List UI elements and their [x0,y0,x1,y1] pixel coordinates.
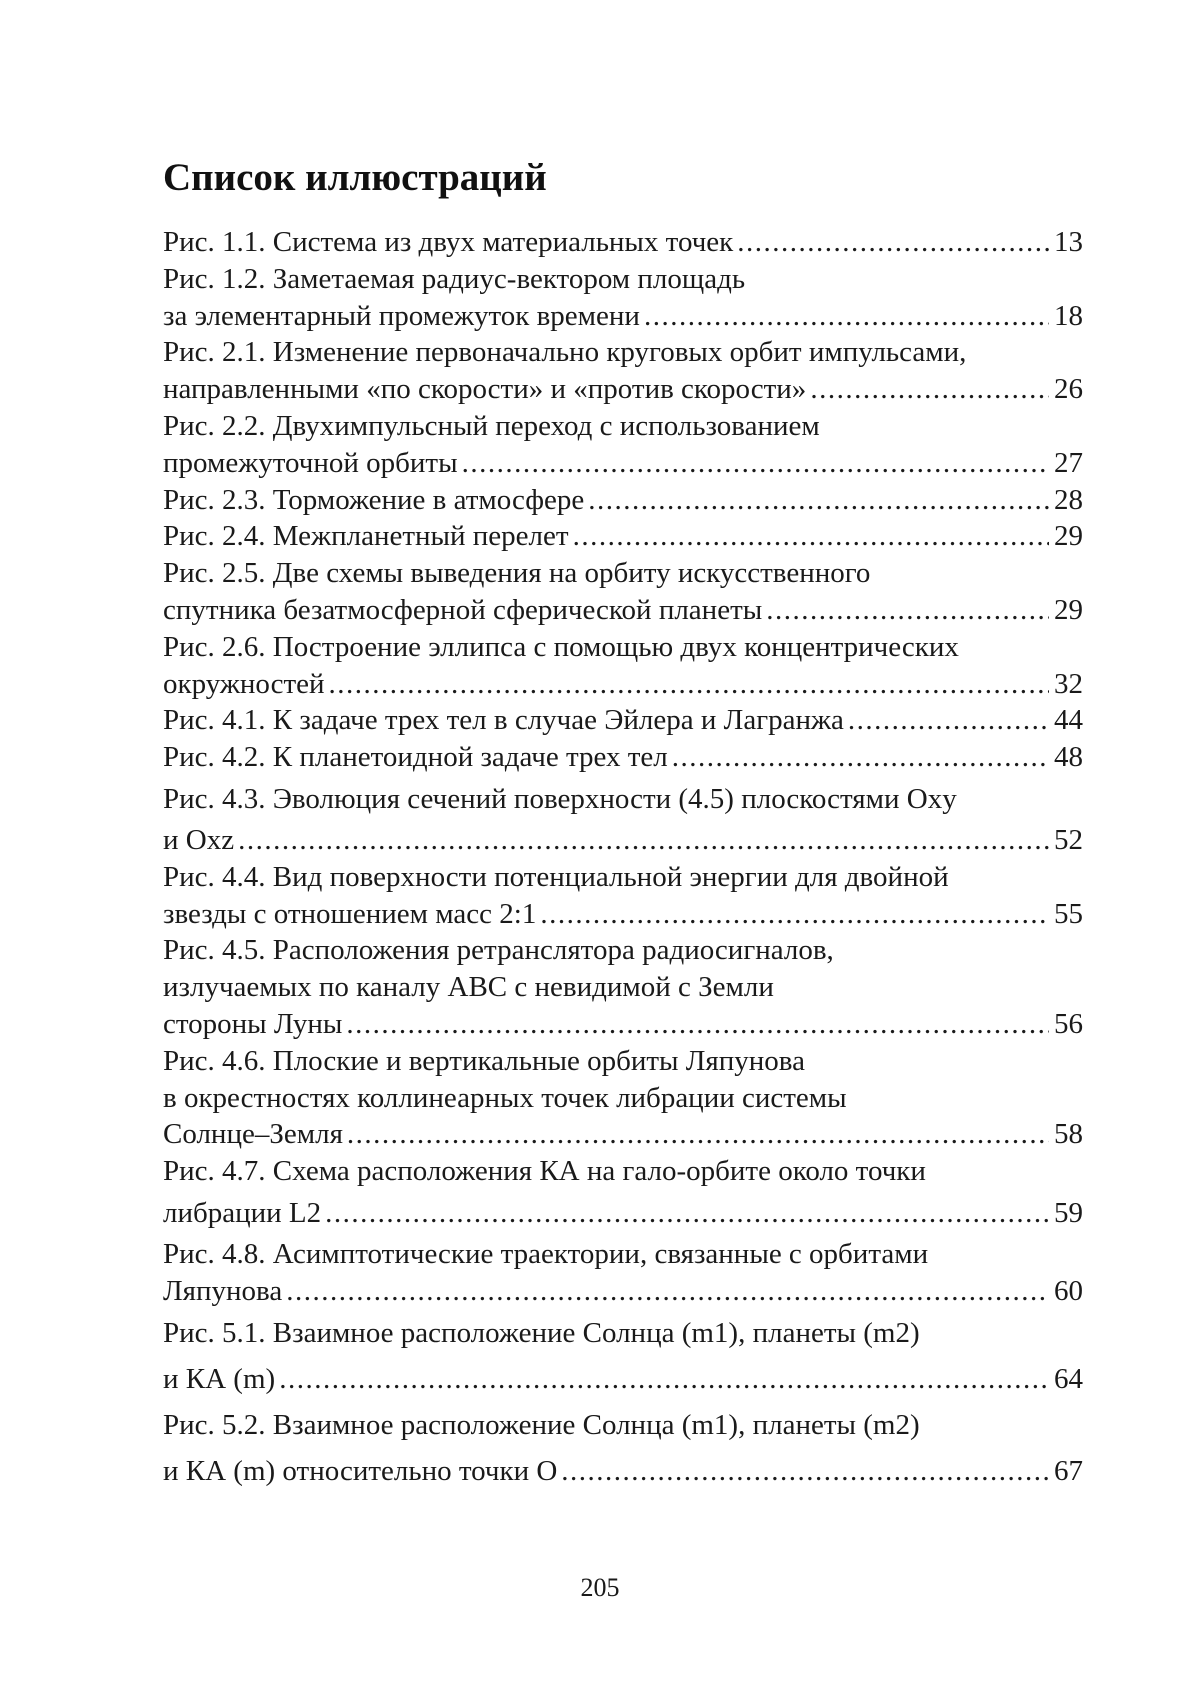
entry-last-line [163,224,1083,261]
entry-text: Рис. 2.5. Две схемы выведения на орбиту искусственного [163,557,871,590]
list-item [163,1153,1083,1236]
entry-text: и КА (m) [163,1362,276,1395]
entry-text: спутника безатмосферной сферической планеты [163,593,763,626]
list-item [163,518,1083,555]
entry-last-line [163,592,1083,629]
list-item [163,1310,1083,1402]
entry-page-number: 60 [1054,1274,1083,1307]
entry-line [163,932,1083,969]
entry-line [163,555,1083,592]
dot-leader [588,482,1049,519]
list-item [163,776,1083,859]
page-title: Список иллюстраций [163,156,547,199]
entry-page-number: 29 [1054,593,1083,626]
illustration-list [163,224,1083,1494]
entry-last-line [163,1116,1083,1153]
entry-line [163,334,1083,371]
entry-text: Ляпунова [163,1274,283,1307]
entry-text: промежуточной орбиты [163,446,458,479]
dot-leader [573,518,1049,555]
list-item [163,702,1083,739]
dot-leader [644,298,1049,335]
dot-leader [766,592,1049,629]
dot-leader [540,896,1049,933]
list-item [163,261,1083,335]
entry-last-line [163,371,1083,408]
entry-line [163,1310,1083,1356]
entry-last-line [163,822,1083,859]
entry-last-line [163,482,1083,519]
entry-last-line [163,518,1083,555]
entry-text: стороны Луны [163,1007,343,1040]
entry-text: Рис. 4.7. Схема расположения КА на гало-орбите около точки [163,1155,926,1188]
dot-leader [462,445,1049,482]
entry-line [163,261,1083,298]
entry-last-line [163,445,1083,482]
entry-text: направленными «по скорости» и «против скорости» [163,373,807,406]
entry-text: Рис. 4.1. К задаче трех тел в случае Эйлера и Лагранжа [163,704,844,737]
entry-last-line [163,298,1083,335]
entry-text: и КА (m) относительно точки O [163,1454,558,1487]
entry-text: Рис. 2.4. Межпланетный перелет [163,520,569,553]
list-item [163,408,1083,482]
entry-text: либрации L2 [163,1196,322,1229]
list-item [163,1402,1083,1494]
list-item [163,224,1083,261]
dot-leader [325,1190,1049,1236]
entry-last-line [163,702,1083,739]
entry-text: окружностей [163,667,325,700]
entry-last-line [163,666,1083,703]
entry-page-number: 18 [1054,299,1083,332]
page-number: 205 [580,1573,620,1602]
entry-line [163,859,1083,896]
entry-page-number: 32 [1054,667,1083,700]
entry-line [163,629,1083,666]
dot-leader [737,224,1049,261]
entry-page-number: 67 [1054,1454,1083,1487]
entry-text: Рис. 2.2. Двухимпульсный переход с использованием [163,409,820,442]
dot-leader [238,822,1049,859]
dot-leader [810,371,1049,408]
entry-last-line [163,739,1083,776]
entry-page-number: 64 [1054,1362,1083,1395]
entry-last-line [163,1448,1083,1494]
list-item [163,932,1083,1042]
list-item [163,555,1083,629]
entry-page-number: 55 [1054,897,1083,930]
entry-text: Рис. 1.1. Система из двух материальных точек [163,226,734,258]
entry-line [163,1080,1083,1117]
entry-page-number: 27 [1054,446,1083,479]
entry-text: Рис. 4.8. Асимптотические траектории, связанные с орбитами [163,1237,929,1270]
dot-leader [329,666,1049,703]
entry-line [163,969,1083,1006]
entry-text: Рис. 4.2. К планетоидной задаче трех тел [163,741,668,774]
entry-last-line [163,1273,1083,1310]
entry-line [163,776,1083,822]
dot-leader [279,1356,1049,1402]
entry-text: за элементарный промежуток времени [163,299,640,332]
list-item [163,1043,1083,1153]
entry-text: Рис. 4.5. Расположения ретранслятора радиосигналов, [163,934,834,967]
entry-text: Рис. 1.2. Заметаемая радиус-вектором площадь [163,262,746,295]
entry-page-number: 13 [1054,226,1083,258]
entry-text: Рис. 2.1. Изменение первоначально круговых орбит импульсами, [163,336,967,369]
entry-line [163,1402,1083,1448]
entry-line [163,1153,1083,1190]
entry-text: звезды с отношением масс 2:1 [163,897,537,930]
dot-leader [561,1448,1049,1494]
entry-last-line [163,1006,1083,1043]
entry-text: в окрестностях коллинеарных точек либрации системы [163,1081,847,1114]
entry-page-number: 52 [1054,823,1083,856]
entry-text: Рис. 4.6. Плоские и вертикальные орбиты Ляпунова [163,1044,805,1077]
list-item [163,739,1083,776]
entry-page-number: 48 [1054,741,1083,774]
list-item [163,482,1083,519]
dot-leader [848,702,1049,739]
entry-text: Рис. 2.3. Торможение в атмосфере [163,483,585,516]
entry-last-line [163,896,1083,933]
entry-page-number: 58 [1054,1118,1083,1151]
entry-last-line [163,1356,1083,1402]
entry-page-number: 29 [1054,520,1083,553]
entry-text: Рис. 5.1. Взаимное расположение Солнца (m1), планеты (m2) [163,1316,920,1349]
entry-text: Рис. 4.4. Вид поверхности потенциальной энергии для двойной [163,860,949,893]
entry-last-line [163,1190,1083,1236]
entry-line [163,408,1083,445]
dot-leader [347,1116,1049,1153]
entry-text: Рис. 4.3. Эволюция сечений поверхности (4.5) плоскостями Oxy [163,782,957,815]
list-item [163,629,1083,703]
entry-page-number: 28 [1054,483,1083,516]
list-item [163,1236,1083,1310]
dot-leader [672,739,1049,776]
entry-page-number: 26 [1054,373,1083,406]
list-item [163,859,1083,933]
entry-line [163,1043,1083,1080]
entry-line [163,1236,1083,1273]
entry-page-number: 59 [1054,1196,1083,1229]
dot-leader [346,1006,1049,1043]
dot-leader [286,1273,1049,1310]
entry-page-number: 56 [1054,1007,1083,1040]
list-item [163,334,1083,408]
page-body [163,150,1083,1494]
entry-page-number: 44 [1054,704,1083,737]
entry-text: излучаемых по каналу ABC с невидимой с Земли [163,971,774,1004]
entry-text: Рис. 5.2. Взаимное расположение Солнца (m1), планеты (m2) [163,1408,920,1441]
entry-text: Солнце–Земля [163,1118,343,1151]
entry-text: и Oxz [163,823,235,856]
entry-text: Рис. 2.6. Построение эллипса с помощью двух концентрических [163,630,959,663]
